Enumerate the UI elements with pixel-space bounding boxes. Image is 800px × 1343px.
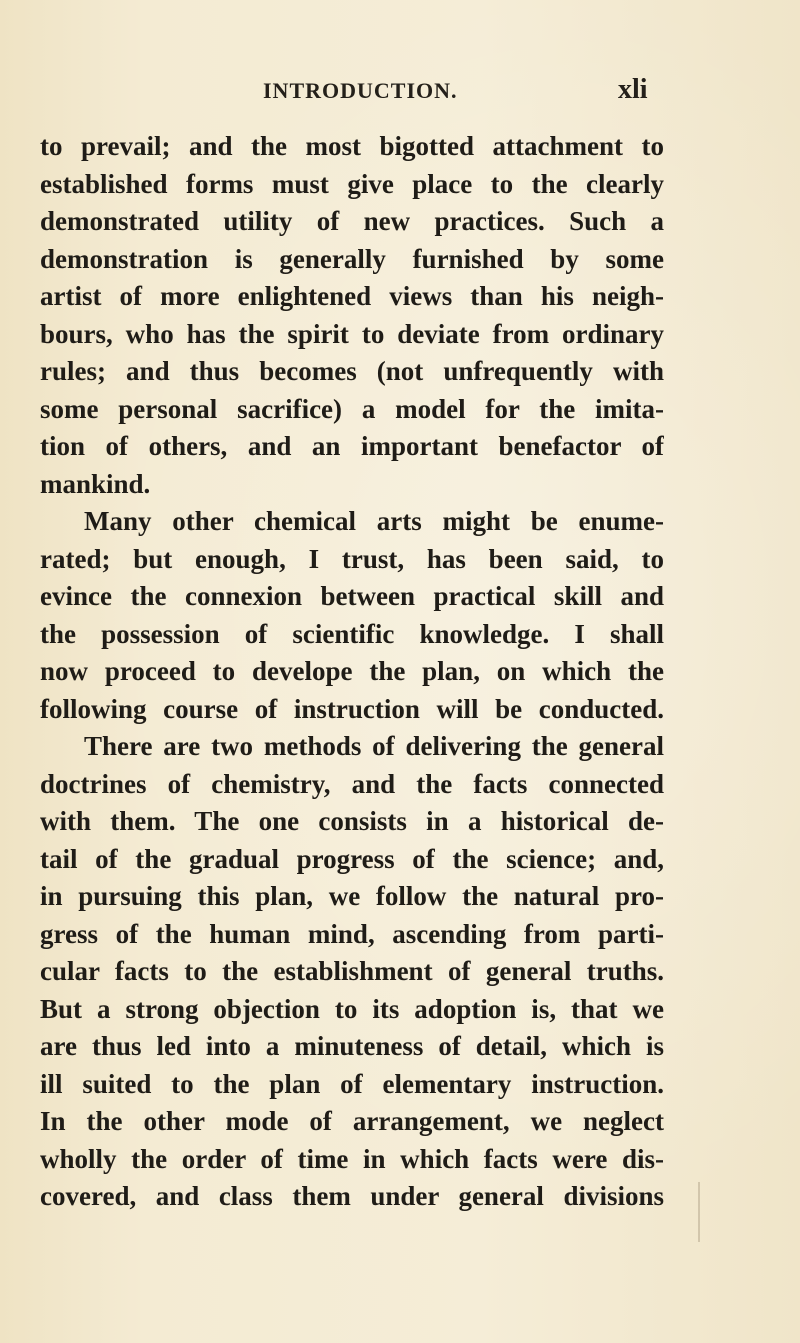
body-text [40, 128, 664, 1216]
page-number: xli [618, 74, 648, 105]
text-line: wholly the order of time in which facts were dis- [40, 1143, 664, 1174]
text-line: now proceed to develope the plan, on which the [40, 656, 664, 686]
page-header [0, 74, 800, 108]
text-line: the possession of scientific knowledge. I shall [40, 618, 664, 649]
text-line: with them. The one consists in a historical de- [40, 806, 664, 836]
text-line: cular facts to the establishment of general truths. [40, 956, 664, 986]
paragraph-first-line: There are two methods of delivering the general [84, 731, 664, 761]
text-line: bours, who has the spirit to deviate from ordinary [40, 318, 664, 349]
text-line: established forms must give place to the clearly [40, 168, 664, 199]
running-title: INTRODUCTION. [263, 78, 458, 103]
text-line: demonstrated utility of new practices. Such a [40, 206, 664, 236]
text-line: some personal sacrifice) a model for the imita- [40, 393, 664, 424]
text-line: But a strong objection to its adoption is, that we [40, 993, 664, 1024]
text-line: following course of instruction will be conducted. [40, 693, 664, 724]
text-line: covered, and class them under general divisions [40, 1181, 664, 1211]
paper-edge-mark [698, 1182, 700, 1242]
text-line: in pursuing this plan, we follow the natural pro- [40, 881, 664, 911]
text-line: demonstration is generally furnished by some [40, 243, 664, 274]
text-line: to prevail; and the most bigotted attachment to [40, 131, 664, 161]
text-line: In the other mode of arrangement, we neglect [40, 1106, 664, 1136]
text-line: rated; but enough, I trust, has been said, to [40, 543, 664, 574]
text-line: rules; and thus becomes (not unfrequently with [40, 356, 664, 386]
text-line: evince the connexion between practical skill and [40, 581, 664, 611]
text-line: ill suited to the plan of elementary instruction. [40, 1068, 664, 1099]
text-line: tion of others, and an important benefactor of [40, 431, 664, 461]
text-line: gress of the human mind, ascending from parti- [40, 918, 664, 949]
paragraph-first-line: Many other chemical arts might be enume- [84, 506, 664, 536]
text-line: doctrines of chemistry, and the facts connected [40, 768, 664, 799]
text-line: tail of the gradual progress of the science; and, [40, 843, 664, 874]
text-line: artist of more enlightened views than his neigh- [40, 281, 664, 311]
text-line: are thus led into a minuteness of detail, which is [40, 1031, 664, 1061]
text-line: mankind. [40, 468, 151, 499]
